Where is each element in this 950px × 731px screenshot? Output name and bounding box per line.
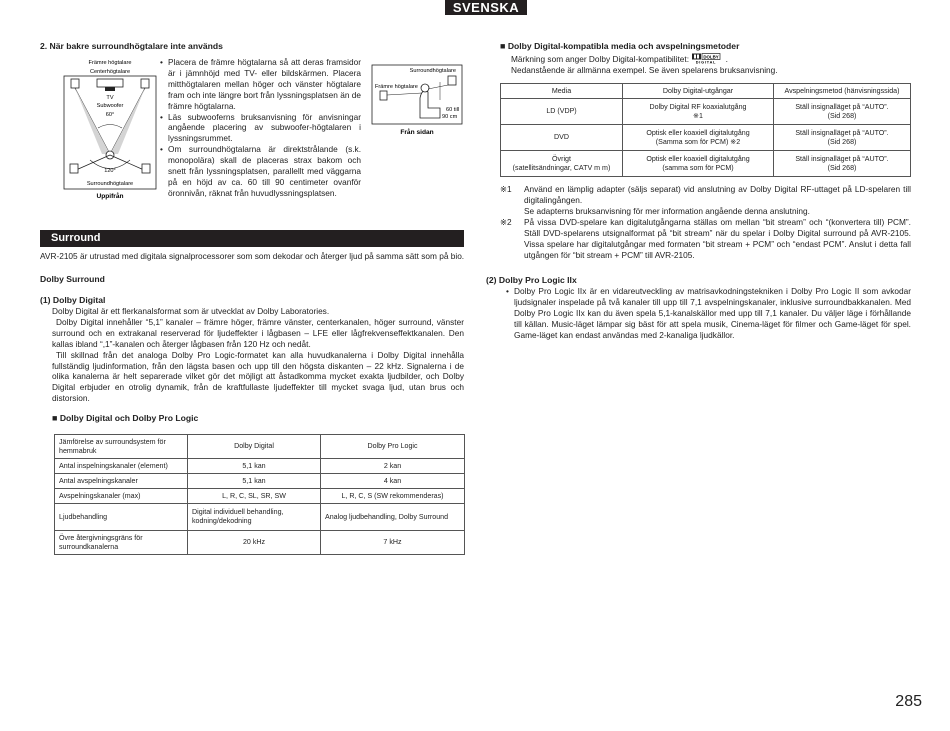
comparison-heading-row: [52, 413, 198, 423]
side-front-label: Främre högtalare: [375, 84, 418, 90]
output-line: (samma som för PCM): [662, 163, 734, 172]
dolby-digital-heading: (1) Dolby Digital: [40, 295, 106, 305]
table-cell: 7 kHz: [321, 531, 465, 555]
dolby-digital-logo-icon: [691, 53, 723, 64]
table-row: [55, 504, 465, 531]
table-row: [501, 99, 911, 125]
method-line: Ställ insignalläget på “AUTO”.: [795, 102, 889, 111]
center-speaker-label: Centerhögtalare: [89, 69, 131, 75]
surround-intro: AVR-2105 är utrustad med digitala signalprocessorer som som dekodar och återger ljud på samma sätt som på bio.: [40, 251, 465, 261]
front-angle-label: 60°: [105, 112, 115, 118]
media-line-1: Märkning som anger Dolby Digital-kompatibilitet:: [511, 54, 689, 64]
table-header: Jämförelse av surroundsystem för hemmabruk: [55, 435, 188, 459]
output-line: Optisk eller koaxiell digitalutgång: [646, 154, 750, 163]
table-header: Dolby Digital-utgångar: [623, 84, 774, 99]
pro-logic-bullets: [506, 286, 911, 341]
pro-logic-heading: (2) Dolby Pro Logic IIx: [486, 275, 577, 285]
table-cell: Antal inspelningskanaler (element): [55, 459, 188, 474]
table-cell: [774, 99, 911, 125]
table-row: [55, 459, 465, 474]
table-row: [501, 125, 911, 151]
dd-paragraph-1: Dolby Digital är ett flerkanalsformat som är utvecklat av Dolby Laboratories.: [52, 306, 330, 316]
dd-paragraph-3: Till skillnad från det analoga Dolby Pro Logic-formatet kan alla huvudkanalerna i Dolby Digital innehålla fullständig ljudinformation, från den lägsta basen och upp till den högsta diskanten – 22 kHz. Signalerna i de olika kanalerna är helt separerade vilket gör det möjligt att åstadkomma mycket exakta ljudbilder, och Dolby Digital erbjuder en otrolig dynamik, från de kraftfullaste ljudeffekter till mycket svaga ljud, utan brus och distorsion.: [52, 349, 464, 404]
top-view-caption: Uppifrån: [96, 193, 124, 200]
note-1-mark: ※1: [500, 184, 512, 194]
bullet-item: • Om surroundhögtalarna är direktstrålande (s.k. monopolära) skall de placeras strax bakom och snett från lyssningsplatsen, parallellt med väggarna på en höjd av ca. 60 till 90 centimeter ovanför öronnivån, räknat från huvudlyssningsplatsen.: [160, 144, 361, 199]
dolby-surround-heading: Dolby Surround: [40, 274, 105, 284]
placement-bullets: [160, 57, 361, 199]
method-line: (Sid 268): [827, 111, 857, 120]
output-line: Optisk eller koaxiell digitalutgång: [646, 128, 750, 137]
note-2: [500, 217, 911, 261]
table-cell: 5,1 kan: [188, 474, 321, 489]
surround-left-speaker-icon: [70, 164, 78, 173]
table-cell: Övre återgivningsgräns för surroundkanalerna: [55, 531, 188, 555]
table-header-row: [501, 84, 911, 99]
media-line-2: Nedanstående är allmänna exempel. Se även spelarens bruksanvisning.: [511, 65, 778, 75]
square-bullet-icon: ■: [500, 41, 506, 51]
note-2-mark: ※2: [500, 217, 512, 227]
dolby-digital-body: [52, 306, 464, 404]
center-speaker-icon: [105, 87, 115, 91]
table-row: [501, 151, 911, 177]
page-number: 285: [895, 693, 922, 710]
table-cell: [774, 125, 911, 151]
media-line: (satellitsändningar, CATV m m): [512, 163, 611, 172]
surround-speaker-label: Surroundhögtalare: [86, 181, 134, 187]
table-cell: [774, 151, 911, 177]
table-cell: Ljudbehandling: [55, 504, 188, 531]
table-header: Media: [501, 84, 623, 99]
subwoofer-label: Subwoofer: [96, 103, 124, 109]
table-cell: 2 kan: [321, 459, 465, 474]
square-bullet-icon: ■: [52, 413, 58, 423]
side-view-caption: Från sidan: [400, 129, 434, 136]
surround-right-speaker-icon: [142, 164, 150, 173]
table-header: Dolby Pro Logic: [321, 435, 465, 459]
language-banner: SVENSKA: [445, 0, 527, 15]
table-cell: LD (VDP): [501, 99, 623, 125]
comparison-table: [54, 434, 465, 555]
side-height-label-1: 60 till: [446, 107, 460, 113]
table-cell: Antal avspelningskanaler: [55, 474, 188, 489]
front-right-speaker-icon: [141, 79, 149, 88]
table-cell: L, R, C, SL, SR, SW: [188, 489, 321, 504]
section2-title: 2. När bakre surroundhögtalare inte används: [40, 41, 223, 51]
table-header: Dolby Digital: [188, 435, 321, 459]
table-row: [55, 489, 465, 504]
side-front-speaker-icon: [380, 91, 387, 100]
surround-section-bar: Surround: [40, 230, 464, 247]
table-cell: DVD: [501, 125, 623, 151]
table-cell: 4 kan: [321, 474, 465, 489]
table-cell: 5,1 kan: [188, 459, 321, 474]
media-heading-row: [500, 41, 739, 51]
bullet-item: • Läs subwooferns bruksanvisning för anvisningar angående placering av subwoofer-högtalaren i lyssningsrummet.: [160, 112, 361, 145]
svg-text:DOLBY: DOLBY: [703, 54, 719, 60]
tv-icon: [97, 79, 123, 87]
method-line: Ställ insignalläget på “AUTO”.: [795, 128, 889, 137]
method-line: (Sid 268): [827, 163, 857, 172]
table-cell: [501, 151, 623, 177]
media-line-1-row: [511, 53, 728, 65]
media-heading: Dolby Digital-kompatibla media och avspelningsmetoder: [507, 41, 740, 51]
table-row: [55, 531, 465, 555]
note-1-text: Använd en lämplig adapter (säljs separat) vid anslutning av Dolby Digital RF-uttaget på LD-spelaren till digitalingången.: [524, 184, 911, 205]
media-line: Övrigt: [552, 154, 571, 163]
listener-seat-icon: [420, 91, 440, 118]
table-cell: Avspelningskanaler (max): [55, 489, 188, 504]
table-header: Avspelningsmetod (hänvisningssida): [774, 84, 911, 99]
table-cell: [623, 99, 774, 125]
output-line: Dolby Digital RF koaxialutgång: [649, 102, 747, 111]
side-surround-label: Surroundhögtalare: [409, 68, 456, 74]
media-line-1-period: .: [725, 54, 728, 64]
output-line: (Samma som för PCM) ※2: [655, 137, 741, 146]
method-line: Ställ insignalläget på “AUTO”.: [795, 154, 889, 163]
tv-label: TV: [106, 95, 114, 101]
method-line: (Sid 268): [827, 137, 857, 146]
table-cell: [623, 125, 774, 151]
table-cell: 20 kHz: [188, 531, 321, 555]
table-row: [55, 474, 465, 489]
svg-text:DIGITAL: DIGITAL: [696, 60, 717, 64]
table-cell: Digital individuell behandling, kodning/dekodning: [188, 504, 321, 531]
table-cell: Analog ljudbehandling, Dolby Surround: [321, 504, 465, 531]
note-1: [500, 184, 911, 217]
side-view-diagram: [370, 62, 464, 138]
note-2-text: På vissa DVD-spelare kan digitalutgångarna ställas om mellan “bit stream” och “(konvertera till) PCM”. Ställ DVD-spelarens utsignalformat på “bit stream” när du spelar i Dolby Digital surround på AVR-2105. Vissa spelare har digitalutgångar med formaten “bit stream + PCM” och “endast PCM”. Anslut i detta fall utgången för “bit stream + PCM” till AVR-2105.: [524, 217, 911, 260]
top-view-diagram: [62, 57, 158, 205]
comparison-heading: Dolby Digital och Dolby Pro Logic: [59, 413, 199, 423]
bullet-item: • Placera de främre högtalarna så att deras framsidor är i jämnhöjd med TV- eller bildskärmen. Placera mitthögtalaren mellan höger och vänster högtalare fram och inte längre bort från lyssningsplatsen än de främre högtalarna.: [160, 57, 361, 112]
pro-logic-text: • Dolby Pro Logic IIx är en vidareutveckling av matrisavkodningstekniken i Dolby Pro Logic II som avkodar ljudsignaler inspelade på två kanaler till upp till 7,1 avspelningskanaler, inklusive surroundbakkanalen. Med Dolby Pro Logic IIx kan du även spela 5,1-kanalskällor med upp till 7,1 kanaler. Du väljer läge i förhållande till källan. Music-läget lämpar sig bäst för att spela musik, Cinema-läget för filmer och Game-läget för spel. Game-läget kan endast användas med 2-kanaliga ljudkällor.: [506, 286, 911, 341]
front-speakers-label: Främre högtalare: [88, 60, 132, 66]
output-line: ※1: [693, 111, 703, 120]
media-table: [500, 83, 911, 177]
side-surround-speaker-icon: [448, 76, 456, 85]
table-header-row: [55, 435, 465, 459]
side-height-label-2: 90 cm: [442, 114, 458, 120]
front-left-speaker-icon: [71, 79, 79, 88]
table-cell: [623, 151, 774, 177]
table-cell: L, R, C, S (SW rekommenderas): [321, 489, 465, 504]
dd-paragraph-2: Dolby Digital innehåller “5,1” kanaler – främre höger, främre vänster, centerkanalen, höger surround, vänster surround och en extrakanal reserverad för ljudeffekter i lågbasen – LFE eller lågfrekvenseffektkanalen. Den kallas ibland “,1”-kanalen och återger lågbasen från 120 Hz och nedåt.: [52, 316, 464, 349]
rear-angle-label: 120°: [104, 168, 116, 174]
note-1-text-2: Se adapterns bruksanvisning för mer information angående denna anslutning.: [524, 205, 810, 216]
